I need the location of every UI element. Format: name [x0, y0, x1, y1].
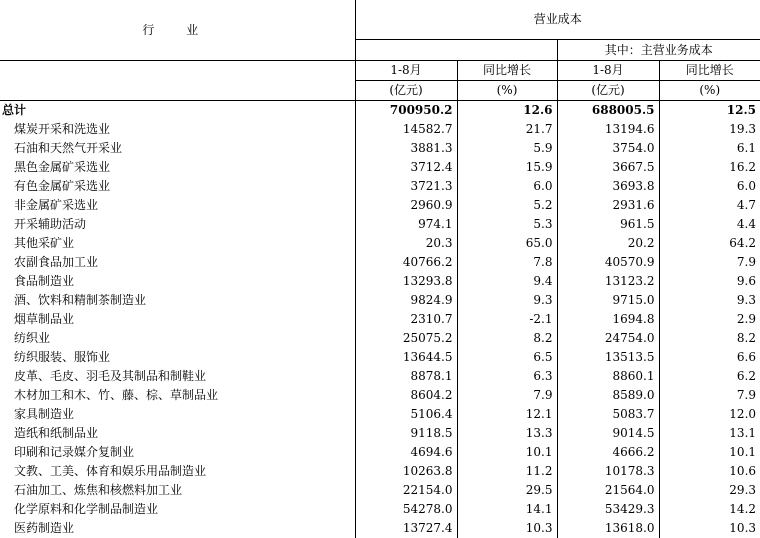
main-period-header: 1-8月	[557, 61, 659, 81]
industry-name: 烟草制品业	[0, 310, 355, 329]
operating-cost-yoy: 11.2	[457, 462, 557, 481]
operating-cost-value: 13727.4	[355, 519, 457, 538]
main-cost-yoy: 6.6	[659, 348, 760, 367]
operating-cost-yoy: 10.3	[457, 519, 557, 538]
operating-cost-value: 3881.3	[355, 139, 457, 158]
industry-name: 印刷和记录媒介复制业	[0, 443, 355, 462]
main-cost-yoy: 6.1	[659, 139, 760, 158]
table-row	[0, 215, 760, 234]
main-cost-value: 8860.1	[557, 367, 659, 386]
operating-cost-header: 营业成本	[355, 0, 760, 40]
operating-cost-value: 4694.6	[355, 443, 457, 462]
industry-name: 开采辅助活动	[0, 215, 355, 234]
operating-cost-yoy: 5.2	[457, 196, 557, 215]
table-row	[0, 272, 760, 291]
industry-name: 文教、工美、体育和娱乐用品制造业	[0, 462, 355, 481]
operating-cost-yoy: 10.1	[457, 443, 557, 462]
operating-cost-value: 25075.2	[355, 329, 457, 348]
industry-name: 纺织业	[0, 329, 355, 348]
main-cost-yoy: 7.9	[659, 386, 760, 405]
operating-cost-yoy: 14.1	[457, 500, 557, 519]
operating-cost-yoy: 5.9	[457, 139, 557, 158]
main-cost-value: 13123.2	[557, 272, 659, 291]
operating-cost-value: 40766.2	[355, 253, 457, 272]
table-row	[0, 139, 760, 158]
main-cost-value: 3754.0	[557, 139, 659, 158]
table-row	[0, 443, 760, 462]
main-cost-yoy: 6.0	[659, 177, 760, 196]
main-cost-value: 53429.3	[557, 500, 659, 519]
operating-cost-yoy: 13.3	[457, 424, 557, 443]
table-row	[0, 310, 760, 329]
operating-cost-value: 13644.5	[355, 348, 457, 367]
main-business-cost-header: 其中：主营业务成本	[557, 40, 760, 61]
main-cost-yoy: 64.2	[659, 234, 760, 253]
operating-cost-yoy: 12.1	[457, 405, 557, 424]
table-row	[0, 177, 760, 196]
table-row	[0, 386, 760, 405]
industry-name: 总计	[0, 101, 355, 121]
operating-cost-value: 13293.8	[355, 272, 457, 291]
operating-cost-value: 700950.2	[355, 101, 457, 121]
operating-cost-value: 5106.4	[355, 405, 457, 424]
operating-cost-value: 14582.7	[355, 120, 457, 139]
main-cost-yoy: 9.6	[659, 272, 760, 291]
main-cost-value: 5083.7	[557, 405, 659, 424]
main-cost-yoy: 8.2	[659, 329, 760, 348]
unit-row-spacer	[0, 81, 355, 101]
industry-name: 农副食品加工业	[0, 253, 355, 272]
main-cost-yoy: 16.2	[659, 158, 760, 177]
operating-cost-value: 22154.0	[355, 481, 457, 500]
operating-cost-yoy: 15.9	[457, 158, 557, 177]
operating-cost-value: 9118.5	[355, 424, 457, 443]
main-cost-yoy: 10.1	[659, 443, 760, 462]
main-cost-value: 20.2	[557, 234, 659, 253]
main-cost-yoy: 4.7	[659, 196, 760, 215]
industry-name: 造纸和纸制品业	[0, 424, 355, 443]
operating-cost-value: 9824.9	[355, 291, 457, 310]
main-cost-yoy: 2.9	[659, 310, 760, 329]
main-cost-yoy: 12.5	[659, 101, 760, 121]
main-cost-value: 688005.5	[557, 101, 659, 121]
main-cost-value: 10178.3	[557, 462, 659, 481]
main-cost-value: 9715.0	[557, 291, 659, 310]
operating-cost-value: 2310.7	[355, 310, 457, 329]
main-unit: (亿元)	[557, 81, 659, 101]
table-row	[0, 158, 760, 177]
operating-cost-yoy: 6.3	[457, 367, 557, 386]
industry-name: 其他采矿业	[0, 234, 355, 253]
industry-header: 行 业	[0, 0, 355, 61]
main-cost-value: 3667.5	[557, 158, 659, 177]
operating-cost-value: 54278.0	[355, 500, 457, 519]
operating-cost-yoy: 9.3	[457, 291, 557, 310]
total-row	[0, 101, 760, 121]
table-row	[0, 329, 760, 348]
industry-name: 石油加工、炼焦和核燃料加工业	[0, 481, 355, 500]
main-cost-value: 4666.2	[557, 443, 659, 462]
operating-cost-value: 20.3	[355, 234, 457, 253]
table-row	[0, 500, 760, 519]
main-cost-yoy: 7.9	[659, 253, 760, 272]
main-cost-yoy: 10.6	[659, 462, 760, 481]
operating-cost-yoy: 8.2	[457, 329, 557, 348]
operating-cost-value: 974.1	[355, 215, 457, 234]
main-cost-value: 13513.5	[557, 348, 659, 367]
operating-cost-value: 8878.1	[355, 367, 457, 386]
cost-period-header: 1-8月	[355, 61, 457, 81]
main-yoy-unit: (%)	[659, 81, 760, 101]
operating-cost-yoy: -2.1	[457, 310, 557, 329]
operating-cost-value: 10263.8	[355, 462, 457, 481]
main-cost-value: 961.5	[557, 215, 659, 234]
operating-cost-value: 8604.2	[355, 386, 457, 405]
industry-name: 酒、饮料和精制茶制造业	[0, 291, 355, 310]
main-cost-value: 2931.6	[557, 196, 659, 215]
industry-name: 非金属矿采选业	[0, 196, 355, 215]
operating-cost-yoy: 12.6	[457, 101, 557, 121]
industry-name: 木材加工和木、竹、藤、棕、草制品业	[0, 386, 355, 405]
table-row	[0, 234, 760, 253]
main-cost-yoy: 29.3	[659, 481, 760, 500]
main-cost-value: 24754.0	[557, 329, 659, 348]
operating-cost-yoy: 6.5	[457, 348, 557, 367]
table-row	[0, 291, 760, 310]
table-row	[0, 424, 760, 443]
industry-name: 纺织服装、服饰业	[0, 348, 355, 367]
industry-name: 煤炭开采和洗选业	[0, 120, 355, 139]
main-cost-yoy: 12.0	[659, 405, 760, 424]
main-cost-yoy: 19.3	[659, 120, 760, 139]
operating-cost-value: 2960.9	[355, 196, 457, 215]
main-cost-yoy: 6.2	[659, 367, 760, 386]
table-row	[0, 481, 760, 500]
operating-cost-yoy: 5.3	[457, 215, 557, 234]
cost-period-spacer	[355, 40, 557, 61]
operating-cost-yoy: 7.9	[457, 386, 557, 405]
main-cost-value: 8589.0	[557, 386, 659, 405]
table-row	[0, 253, 760, 272]
industry-header-spacer	[0, 61, 355, 81]
operating-cost-yoy: 21.7	[457, 120, 557, 139]
main-cost-yoy: 13.1	[659, 424, 760, 443]
main-yoy-header: 同比增长	[659, 61, 760, 81]
industry-name: 石油和天然气开采业	[0, 139, 355, 158]
table-row	[0, 120, 760, 139]
industry-name: 医药制造业	[0, 519, 355, 538]
table-row	[0, 348, 760, 367]
main-cost-value: 9014.5	[557, 424, 659, 443]
main-cost-value: 13618.0	[557, 519, 659, 538]
table-body	[0, 101, 760, 538]
cost-yoy-unit: (%)	[457, 81, 557, 101]
table-row	[0, 462, 760, 481]
cost-unit: (亿元)	[355, 81, 457, 101]
operating-cost-value: 3712.4	[355, 158, 457, 177]
main-cost-yoy: 14.2	[659, 500, 760, 519]
industry-name: 食品制造业	[0, 272, 355, 291]
operating-cost-yoy: 65.0	[457, 234, 557, 253]
main-cost-yoy: 9.3	[659, 291, 760, 310]
operating-cost-value: 3721.3	[355, 177, 457, 196]
table-row	[0, 519, 760, 538]
table-row	[0, 405, 760, 424]
industry-name: 家具制造业	[0, 405, 355, 424]
operating-cost-yoy: 6.0	[457, 177, 557, 196]
industry-name: 有色金属矿采选业	[0, 177, 355, 196]
main-cost-value: 1694.8	[557, 310, 659, 329]
industry-name: 皮革、毛皮、羽毛及其制品和制鞋业	[0, 367, 355, 386]
table-row	[0, 196, 760, 215]
main-cost-value: 3693.8	[557, 177, 659, 196]
operating-cost-yoy: 29.5	[457, 481, 557, 500]
industry-name: 化学原料和化学制品制造业	[0, 500, 355, 519]
main-cost-value: 21564.0	[557, 481, 659, 500]
main-cost-value: 40570.9	[557, 253, 659, 272]
operating-cost-yoy: 7.8	[457, 253, 557, 272]
main-cost-value: 13194.6	[557, 120, 659, 139]
industry-name: 黑色金属矿采选业	[0, 158, 355, 177]
main-cost-yoy: 4.4	[659, 215, 760, 234]
table-row	[0, 367, 760, 386]
cost-yoy-header: 同比增长	[457, 61, 557, 81]
operating-cost-yoy: 9.4	[457, 272, 557, 291]
main-cost-yoy: 10.3	[659, 519, 760, 538]
